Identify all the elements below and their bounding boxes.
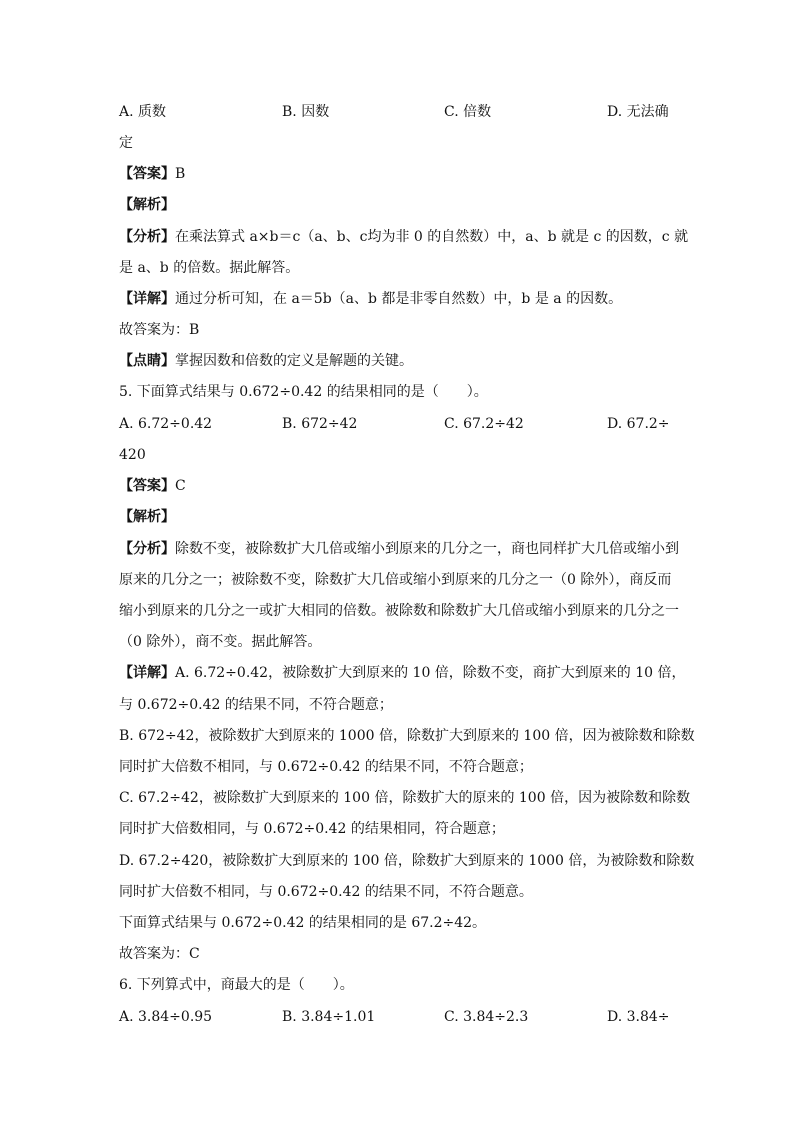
q5-fenxi-line-3: 缩小到原来的几分之一或扩大相同的倍数。被除数和除数扩大几倍或缩小到原来的几分之一 (119, 603, 679, 619)
q6-option-c: C. 3.84÷2.3 (444, 1009, 529, 1025)
q5-fenxi-line-2: 原来的几分之一；被除数不变，除数扩大几倍或缩小到原来的几分之一（0 除外），商反而 (119, 572, 672, 588)
q4-xiangjie-line-1 (119, 289, 622, 309)
q6-option-a: A. 3.84÷0.95 (119, 1009, 213, 1025)
q5-answer (119, 476, 186, 496)
fenxi-text: 在乘法算式 a×b＝c（a、b、c均为非 0 的自然数）中，a、b 就是 c 的因数，c 就 (175, 229, 689, 245)
xiangjie-tag: 【 详解 】 (119, 665, 175, 681)
q5-option-a: A. 6.72÷0.42 (119, 416, 213, 432)
q5-xiangjie-b-1: B. 672÷42，被除数扩大到原来的 1000 倍，除数扩大到原来的 100 倍，因为被除数和除数 (119, 728, 695, 744)
xiangjie-text: 通过分析可知，在 a＝5b（a、b 都是非零自然数）中，b 是 a 的因数。 (175, 291, 623, 307)
q5-option-c: C. 67.2÷42 (444, 416, 524, 432)
q5-xiangjie-b-2: 同时扩大倍数不相同，与 0.672÷0.42 的结果不同，不符合题意； (119, 759, 533, 775)
q5-option-d: D. 67.2÷ (607, 416, 670, 432)
q5-fenxi-line-4: （0 除外），商不变。据此解答。 (119, 634, 322, 650)
fenxi-tag: 【 分析 】 (119, 541, 175, 557)
q5-summary: 下面算式结果与 0.672÷0.42 的结果相同的是 67.2÷42。 (119, 915, 487, 931)
answer-tag: 【 答案 】 (119, 166, 175, 182)
xiangjie-tag: 【 详解 】 (119, 291, 175, 307)
q6-option-b: B. 3.84÷1.01 (282, 1009, 376, 1025)
q4-option-d: D. 无法确 (607, 104, 669, 120)
answer-tag: 【 答案 】 (119, 478, 175, 494)
answer-value: C (175, 478, 186, 494)
q5-xiangjie-a-1 (119, 663, 686, 683)
q4-option-d-wrap: 定 (119, 135, 133, 151)
fenxi-tag: 【 分析 】 (119, 229, 175, 245)
fenxi-text: 除数不变，被除数扩大几倍或缩小到原来的几分之一，商也同样扩大几倍或缩小到 (175, 541, 679, 557)
q5-option-b: B. 672÷42 (282, 416, 358, 432)
q6-stem: 6. 下列算式中，商最大的是（ ）。 (119, 977, 354, 993)
q4-option-a: A. 质数 (119, 104, 167, 120)
xiangjie-text: A. 6.72÷0.42，被除数扩大到原来的 10 倍，除数不变，商扩大到原来的 10 倍， (175, 665, 686, 681)
q5-option-d-wrap: 420 (119, 447, 146, 463)
q4-final-answer: 故答案为：B (119, 322, 200, 338)
dianjing-tag: 【 点睛 】 (119, 353, 175, 369)
answer-value: B (175, 166, 186, 182)
q4-fenxi-line-2: 是 a、b 的倍数。据此解答。 (119, 260, 300, 276)
q5-final-answer: 故答案为：C (119, 946, 200, 962)
q4-answer (119, 164, 185, 184)
q4-option-c: C. 倍数 (444, 104, 492, 120)
q5-xiangjie-d-2: 同时扩大倍数不相同，与 0.672÷0.42 的结果不同，不符合题意。 (119, 884, 533, 900)
q6-option-d: D. 3.84÷ (607, 1009, 670, 1025)
q5-xiangjie-c-1: C. 67.2÷42，被除数扩大到原来的 100 倍，除数扩大的原来的 100 倍，因为被除数和除数 (119, 790, 691, 806)
q5-stem: 5. 下面算式结果与 0.672÷0.42 的结果相同的是（ ）。 (119, 384, 488, 400)
q5-analysis-heading (119, 507, 175, 527)
q5-xiangjie-d-1: D. 67.2÷420，被除数扩大到原来的 100 倍，除数扩大到原来的 1000 倍，为被除数和除数 (119, 853, 695, 869)
q5-xiangjie-a-2: 与 0.672÷0.42 的结果不同，不符合题意； (119, 697, 393, 713)
analysis-tag: 【 解析 】 (119, 197, 175, 213)
dianjing-text: 掌握因数和倍数的定义是解题的关键。 (175, 353, 413, 369)
q4-analysis-heading (119, 195, 175, 215)
q4-fenxi-line-1 (119, 227, 688, 247)
q4-option-b: B. 因数 (282, 104, 330, 120)
q5-fenxi-line-1 (119, 539, 679, 559)
q5-xiangjie-c-2: 同时扩大倍数相同，与 0.672÷0.42 的结果相同，符合题意； (119, 821, 505, 837)
analysis-tag: 【 解析 】 (119, 509, 175, 525)
q4-dianjing (119, 351, 413, 371)
